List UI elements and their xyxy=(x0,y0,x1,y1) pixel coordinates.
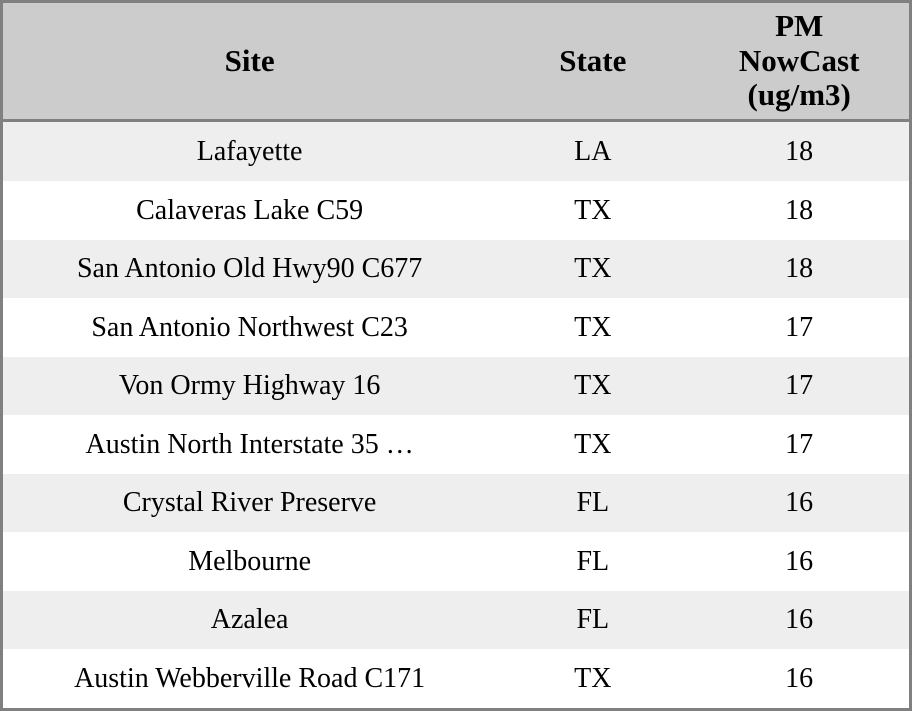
cell-state: TX xyxy=(496,415,689,474)
cell-state: LA xyxy=(496,121,689,182)
column-header-state: State xyxy=(496,3,689,121)
cell-site: San Antonio Northwest C23 xyxy=(3,298,496,357)
table-header-row xyxy=(3,3,909,121)
cell-value: 18 xyxy=(689,240,909,299)
cell-site: Austin Webberville Road C171 xyxy=(3,649,496,708)
cell-site: Calaveras Lake C59 xyxy=(3,181,496,240)
table-row xyxy=(3,649,909,708)
cell-state: TX xyxy=(496,181,689,240)
cell-value: 16 xyxy=(689,532,909,591)
cell-state: FL xyxy=(496,532,689,591)
cell-site: Azalea xyxy=(3,591,496,650)
cell-state: FL xyxy=(496,474,689,533)
cell-site: Melbourne xyxy=(3,532,496,591)
cell-site: Lafayette xyxy=(3,121,496,182)
table-row xyxy=(3,591,909,650)
cell-value: 17 xyxy=(689,298,909,357)
cell-value: 18 xyxy=(689,121,909,182)
cell-state: TX xyxy=(496,240,689,299)
cell-state: TX xyxy=(496,357,689,416)
table-row xyxy=(3,474,909,533)
cell-state: TX xyxy=(496,298,689,357)
cell-site: Von Ormy Highway 16 xyxy=(3,357,496,416)
cell-value: 16 xyxy=(689,591,909,650)
column-header-site: Site xyxy=(3,3,496,121)
cell-value: 16 xyxy=(689,649,909,708)
cell-value: 16 xyxy=(689,474,909,533)
table-row xyxy=(3,357,909,416)
table-row xyxy=(3,121,909,182)
table-row xyxy=(3,298,909,357)
cell-value: 18 xyxy=(689,181,909,240)
cell-state: TX xyxy=(496,649,689,708)
cell-site: Crystal River Preserve xyxy=(3,474,496,533)
cell-site: Austin North Interstate 35 … xyxy=(3,415,496,474)
cell-value: 17 xyxy=(689,415,909,474)
table-row xyxy=(3,532,909,591)
table-row xyxy=(3,181,909,240)
table-header xyxy=(3,3,909,121)
column-header-pm-nowcast: PM NowCast (ug/m3) xyxy=(689,3,909,121)
cell-site: San Antonio Old Hwy90 C677 xyxy=(3,240,496,299)
cell-value: 17 xyxy=(689,357,909,416)
table-body xyxy=(3,121,909,708)
cell-state: FL xyxy=(496,591,689,650)
table-row xyxy=(3,240,909,299)
air-quality-table xyxy=(3,3,909,708)
table-row xyxy=(3,415,909,474)
